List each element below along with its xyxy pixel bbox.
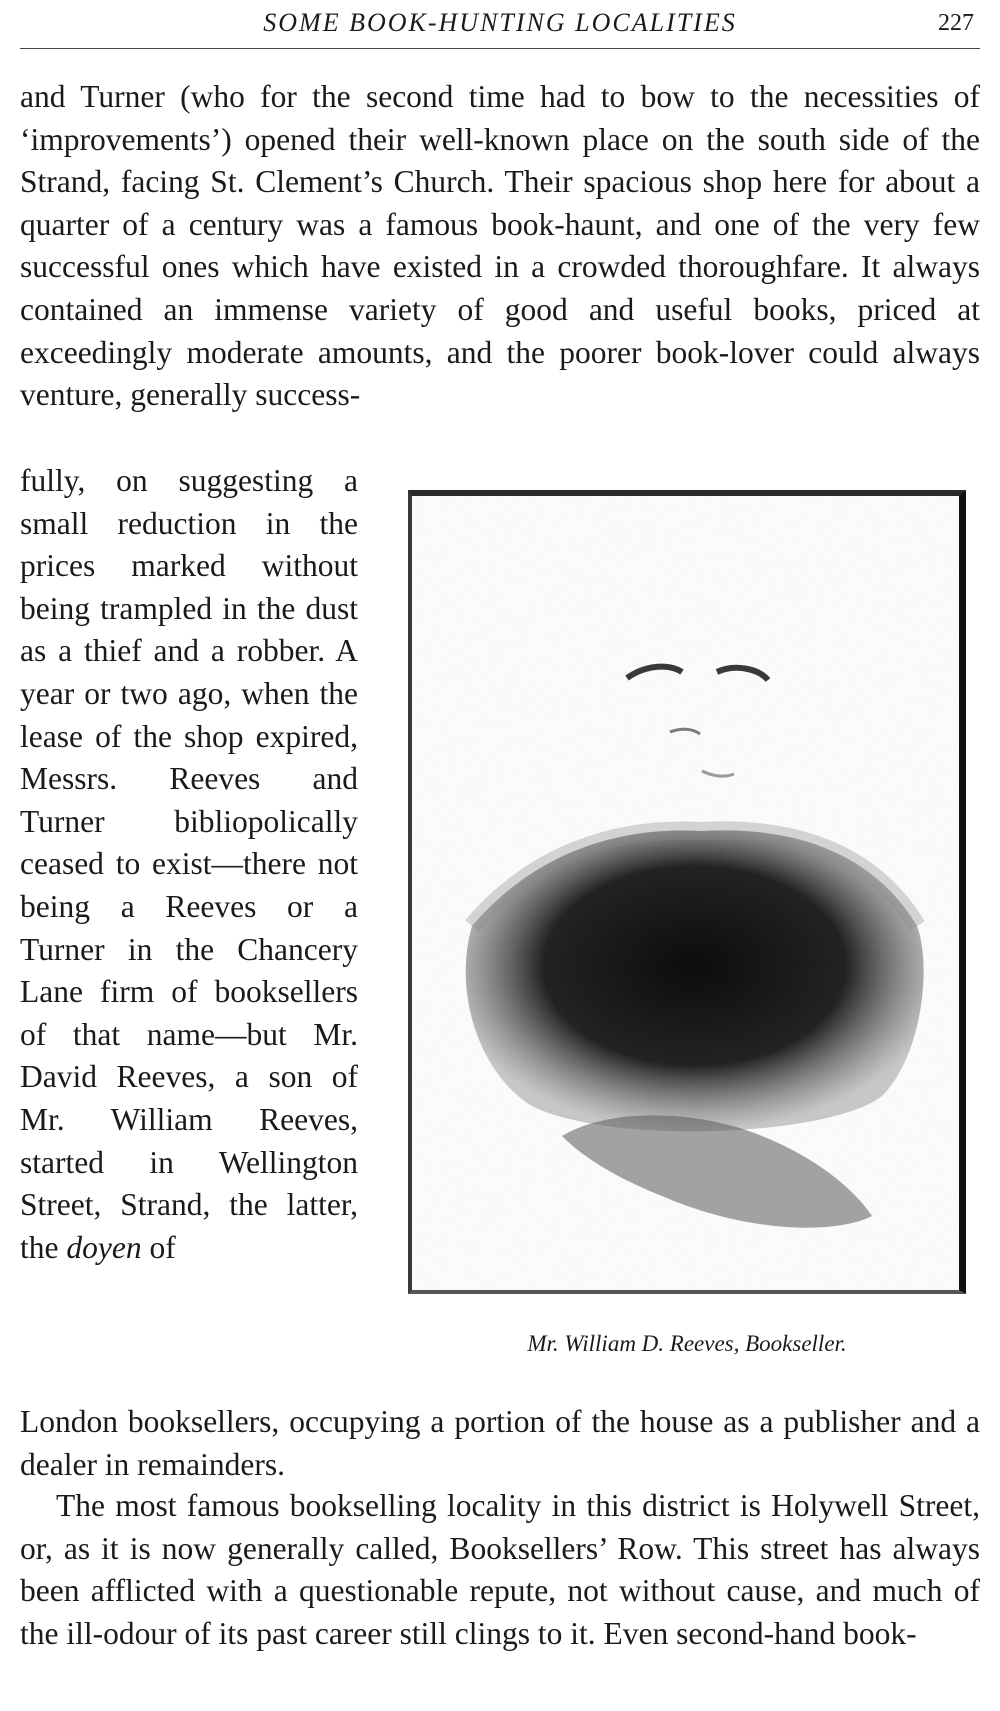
page-number: 227 bbox=[938, 10, 974, 36]
side-text-b: of bbox=[141, 1229, 176, 1265]
figure-caption: Mr. William D. Reeves, Bookseller. bbox=[527, 1331, 847, 1356]
running-head bbox=[20, 4, 980, 49]
side-text-a: fully, on suggesting a small reduction in the prices marked without being trampled in the dust as a thief and a robber. A year or two ago, when the lease of the shop expired, Messrs. Reeves and Turner bibliopolically ceased to exist—there not being a Reeves or a Turner in the Chancery Lane firm of booksellers of that name—but Mr. David Reeves, a son of Mr. William Reeves, started in Wellington Street, Strand, the latter, the bbox=[20, 463, 358, 1265]
running-title: SOME BOOK-HUNTING LOCALITIES bbox=[263, 8, 737, 37]
paragraph-2: The most famous bookselling locality in this district is Holywell Street, or, as it is now generally called, Booksellers’ Row. This street has always been afflicted with a questionable repute, not without cause, and much of the ill-odour of its past career still clings to it. Even second-hand book- bbox=[20, 1488, 980, 1651]
italic-word: doyen bbox=[66, 1229, 142, 1265]
portrait-figure bbox=[408, 490, 966, 1294]
portrait-photo bbox=[412, 496, 959, 1290]
side-column-text bbox=[20, 460, 358, 1269]
paragraph-1: and Turner (who for the second time had to bow to the necessities of ‘improvements’) opened their well-known place on the south side of the Strand, facing St. Clement’s Church. Their spacious shop here for about a quarter of a century was a famous book-haunt, and one of the very few successful ones which have existed in a crowded thoroughfare. It always contained an immense variety of good and useful books, priced at exceedingly moderate amounts, and the poorer book-lover could always venture, generally success- bbox=[20, 79, 980, 413]
paragraph-1-continued: London booksellers, occupying a portion of the house as a publisher and a dealer in remainders. bbox=[20, 1404, 980, 1482]
